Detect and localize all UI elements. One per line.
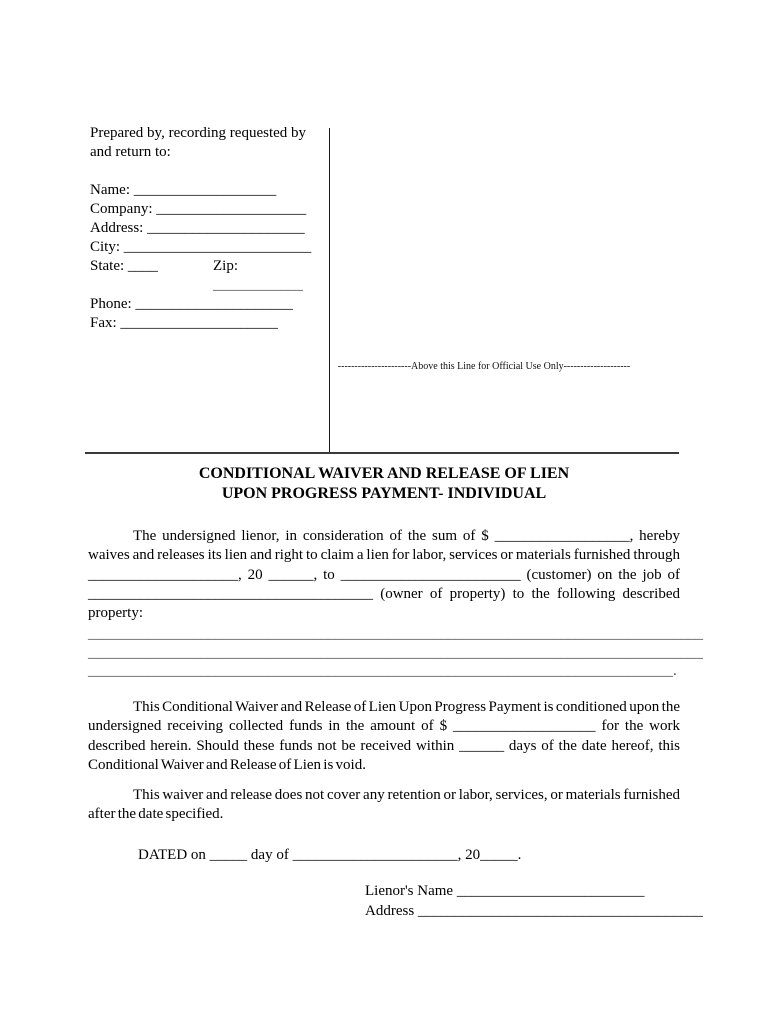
signature-block bbox=[365, 881, 703, 921]
document-title-line2: UPON PROGRESS PAYMENT- INDIVIDUAL bbox=[221, 485, 547, 502]
recording-intro-line1: Prepared by, recording requested by bbox=[90, 125, 307, 141]
recording-return-block bbox=[90, 124, 335, 333]
paragraph-condition: This Conditional Waiver and Release of Lien Upon Progress Payment is conditioned upon the undersigned receiving collected funds in the amount of $ ___________________ for the work described herein. Should these funds not be received within ______ days of the date hereof, this Conditional Waiver and Release of Lien is void. bbox=[88, 698, 680, 773]
recording-intro-line2: and return to: bbox=[90, 144, 171, 160]
paragraph-retention: This waiver and release does not cover any retention or labor, services, or materials furnished after the date specified. bbox=[88, 787, 680, 823]
fax-field-row: Fax: _____________________ bbox=[90, 315, 278, 331]
property-blank-line: __________________________________________________________________________________ bbox=[88, 644, 703, 661]
zip-label: Zip: bbox=[213, 258, 238, 274]
document-body bbox=[88, 464, 703, 921]
paragraph-consideration: The undersigned lienor, in consideration of the sum of $ __________________, hereby waives and releases its lien and right to claim a lien for labor, services or materials furnished through ____________________, 20 ______, to ________________________ (customer) on the job of ______________________________________ (owner of property) to the following described property: bbox=[88, 528, 680, 622]
address-line: Address ______________________________________ bbox=[365, 903, 703, 920]
zip-blank-line: ____________ bbox=[213, 277, 303, 293]
address-field-row: Address: _____________________ bbox=[90, 220, 305, 236]
dated-line: DATED on _____ day of ______________________, 20_____. bbox=[138, 846, 522, 863]
property-description-blanks bbox=[88, 625, 708, 681]
state-zip-row bbox=[90, 257, 335, 276]
zip-blank-row bbox=[90, 276, 335, 295]
lienor-name-line: Lienor's Name _________________________ bbox=[365, 883, 645, 900]
document-title bbox=[88, 464, 680, 504]
company-field-row: Company: ____________________ bbox=[90, 201, 307, 217]
state-field: State: ____ bbox=[90, 258, 158, 274]
column-divider-line bbox=[329, 128, 330, 453]
city-field-row: City: _________________________ bbox=[90, 239, 312, 255]
phone-field-row: Phone: _____________________ bbox=[90, 296, 293, 312]
property-blank-line: ______________________________________________________________________________. bbox=[88, 663, 677, 680]
property-blank-line: __________________________________________________________________________________ bbox=[88, 626, 703, 643]
name-field-row: Name: ___________________ bbox=[90, 182, 277, 198]
official-use-only-label: ----------------------Above this Line for Official Use Only-------------------- bbox=[337, 361, 631, 372]
header-separator-line bbox=[85, 452, 679, 454]
document-title-line1: CONDITIONAL WAIVER AND RELEASE OF LIEN bbox=[198, 465, 570, 482]
